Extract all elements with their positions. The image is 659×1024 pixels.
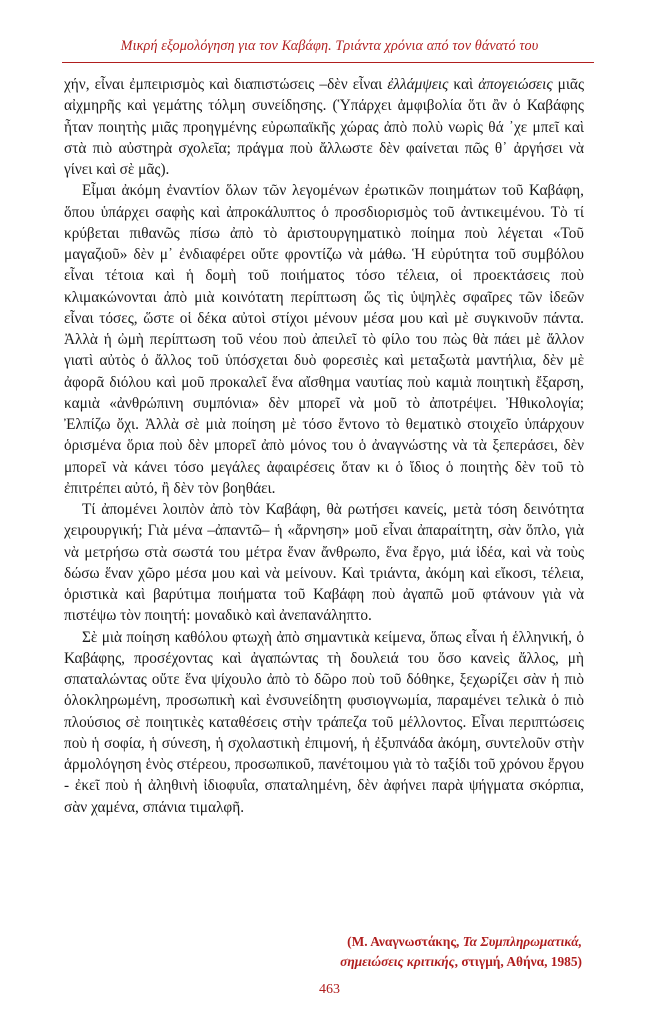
page-number: 463 — [319, 982, 340, 997]
citation-line-2 — [340, 952, 582, 972]
citation-publisher: , στιγμή, Αθήνα, 1985) — [454, 954, 582, 969]
paragraph-4: Σὲ μιὰ ποίηση καθόλου φτωχὴ ἀπὸ σημαντικὰ κείμενα, ὅπως εἶναι ἡ ἑλληνική, ὁ Καβάφης, προσέχοντας καὶ ἀγαπώντας τὴ δουλειά του ὅσο κανεὶς ἄλλος, μὴ σπαταλώντας οὔτε ἕνα ψίχουλο ἀπὸ τὸ δῶρο ποὺ τοῦ δόθηκε, ξεχωρίζει σὰν ἡ πιὸ ὁλοκληρωμένη, προσωπικὴ καὶ ἐνσυνείδητη φυσιογνωμία, παραμένει τελικὰ ὁ πιὸ πλούσιος σὲ ποιητικὲς καταθέσεις στὴν τράπεζα τοῦ μέλλοντος. Εἶναι περιπτώσεις ποὺ ἡ σοφία, ἡ σύνεση, ἡ σχολαστικὴ ἐπιμονή, ἡ ἐξυπνάδα ἀκόμη, συντελοῦν στὴν ἁρμολόγηση ἑνὸς στέρεου, προσωπικοῦ, πανέτοιμου γιὰ τὸ ταξίδι τοῦ χρόνου ἔργου - ἐκεῖ ποὺ ἡ ἀληθινὴ ἰδιοφυΐα, σπαταλημένη, δὲν ἀφήνει παρὰ ψήγματα σκόρπια, σὰν χαμένα, σπάνια τιμαλφῆ. — [64, 628, 584, 816]
citation-book-title: Τα Συμπληρωματικά, — [462, 934, 582, 949]
article-body — [64, 74, 584, 818]
citation-subtitle: σημειώσεις κριτικής — [340, 954, 455, 969]
paragraph-1-emphasis-2: ἀπογειώσεις — [478, 76, 553, 93]
paragraph-1-text-c: μιᾶς αἰχμηρῆς καὶ γεμάτης τόλμη συνείδησης. (Ὑπάρχει ἀμφιβολία ὅτι ἂν ὁ Καβάφης ἦταν ποιητὴς μιᾶς προηγμένης εὐρωπαϊκῆς χώρας ἀπὸ πολὺ νωρὶς θά ᾽χε μπεῖ καὶ στὰ πιὸ αὐστηρὰ σχολεῖα; πράγμα ποὺ ἄλλωστε δὲν φαίνεται πῶς θ᾽ ἀργήσει νὰ γίνει καὶ σὲ μᾶς). — [64, 76, 585, 178]
header-rule — [62, 62, 594, 63]
paragraph-2: Εἶμαι ἀκόμη ἐναντίον ὅλων τῶν λεγομένων ἐρωτικῶν ποιημάτων τοῦ Καβάφη, ὅπου ὑπάρχει σαφὴς καὶ ἀπροκάλυπτος ὁ προσδιορισμὸς τοῦ ἀντικειμένου. Τὸ τί κρύβεται πιθανῶς πίσω ἀπὸ τὸ ἀριστουργηματικὸ ποίημα ποὺ λέγεται «Τοῦ μαγαζιοῦ» δὲν μ᾽ ἐνδιαφέρει οὔτε φροντίζω νὰ μάθω. Ἡ εὐρύτητα τοῦ συμβόλου εἶναι τέτοια καὶ ἡ δομὴ τοῦ ποιήματος τόσο τέλεια, οἱ προεκτάσεις ποὺ κλιμακώνονται ἀπὸ μιὰ κοινότατη περίπτωση ὥς τὶς ὑψηλὲς σφαῖρες τῶν ἰδεῶν εἶναι τόσες, ὥστε οἱ δέκα αὐτοὶ στίχοι μένουν μέσα μου καὶ μὲ συγκινοῦν πάντα. Ἀλλὰ ἡ ὠμὴ περίπτωση τοῦ νέου ποὺ ἀπειλεῖ τὸ φίλο του πὼς θὰ πάει μὲ ἄλλον γιατὶ αὐτὸς ὁ ἄλλος τοῦ ὑπόσχεται δυὸ φορεσιὲς καὶ μεταξωτὰ μαντήλια, δὲν μὲ ἀφορᾶ διόλου καὶ μοῦ προκαλεῖ ἕνα αἴσθημα ναυτίας ποὺ καμιὰ ποιητικὴ ἔξαρση, καμιὰ «ἀνθρώπινη συμπόνια» δὲν μπορεῖ νὰ μοῦ τὸ ἀποτρέψει. Ἠθικολογία; Ἐλπίζω ὄχι. Ἀλλὰ σὲ μιὰ ποίηση μὲ τόσο ἔντονο τὸ θεματικὸ στοιχεῖο ὑπάρχουν ὁρισμένα ὅρια ποὺ δὲν μπορεῖ ἀπὸ μόνος του ὁ ἀναγνώστης νὰ τὰ ξεπεράσει, δὲν μπορεῖ νὰ κάνει τόσο μεγάλες ἀφαιρέσεις ὅταν κι ὁ ἴδιος ὁ ποιητὴς δὲν τοῦ τὸ ἐπιτρέπει αὐτό, ἢ δὲν τὸν βοηθάει. — [64, 182, 584, 497]
paragraph-1 — [64, 74, 584, 180]
citation-line-1 — [340, 932, 582, 952]
paragraph-1-emphasis-1: ἐλλάμψεις — [387, 76, 449, 93]
citation-author: (Μ. Αναγνωστάκης, — [347, 934, 463, 949]
paragraph-1-text-b: καὶ — [448, 76, 479, 93]
paragraph-3: Τί ἀπομένει λοιπὸν ἀπὸ τὸν Καβάφη, θὰ ρωτήσει κανείς, μετὰ τόση δεινότητα χειρουργική; Γιὰ μένα –ἀπαντῶ– ἡ «ἄρνηση» μοῦ εἶναι ἀπαραίτητη, σὰν ὅπλο, γιὰ νὰ μετρήσω στὰ σωστά του μέτρα ἕναν ἄνθρωπο, ἕνα ἔργο, μιά ἰδέα, καὶ νὰ τοὺς δώσω ἕναν χῶρο μέσα μου καὶ νὰ μείνουν. Καὶ τριάντα, ἀκόμη καὶ εἴκοσι, τέλεια, ὁριστικὰ καὶ βαρύτιμα ποιήματα τοῦ Καβάφη ποὺ ἀγαπῶ μοῦ φτάνουν γιὰ νὰ πιστέψω τὸν ποιητή: μοναδικὸ καὶ ἀνεπανάληπτο. — [64, 501, 584, 625]
running-header: Μικρή εξομολόγηση για τον Καβάφη. Τριάντα χρόνια από τον θάνατό του — [120, 38, 539, 54]
paragraph-1-text-a: χήν, εἶναι ἐμπειρισμὸς καὶ διαπιστώσεις –δὲν εἶναι — [64, 76, 388, 93]
source-citation — [340, 932, 582, 972]
